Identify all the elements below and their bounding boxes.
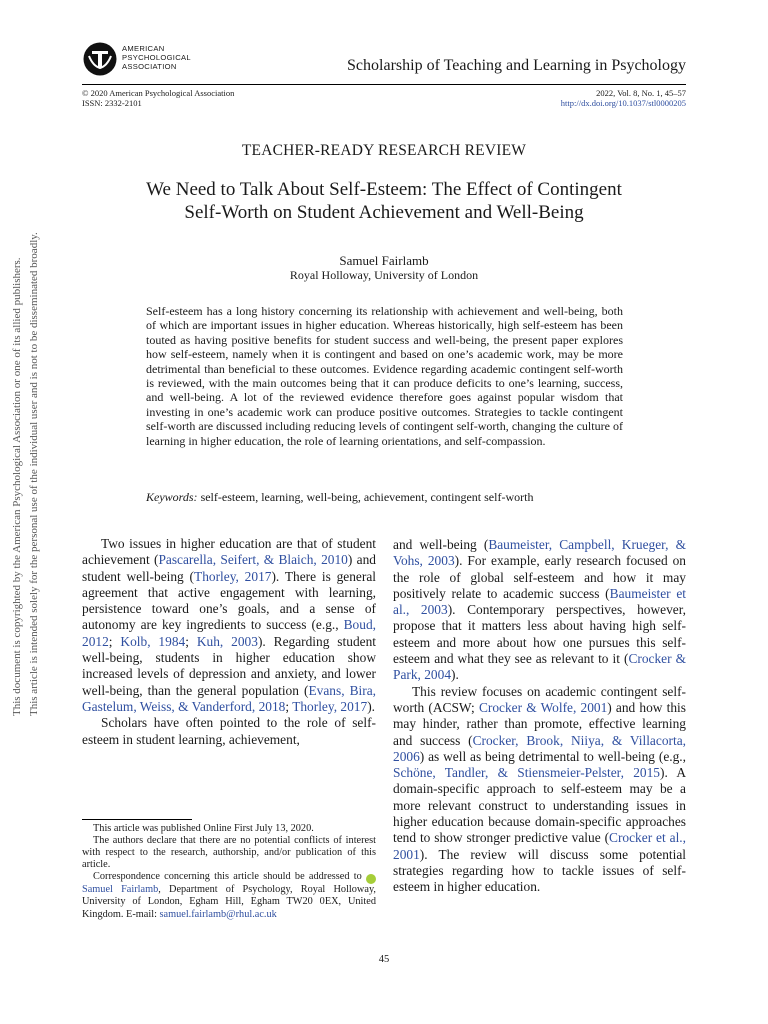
footnote-conflict: The authors declare that there are no potential conflicts of interest with respect to the research, authorship, and/or publication of this article. — [82, 835, 376, 871]
body-text: ). The review will discuss some potential strategies regarding how to tackle issues of self-esteem in higher education. — [393, 846, 686, 895]
body-text: ) and how this may hinder, rather than promote, effective learning and success ( — [393, 699, 686, 748]
body-paragraph — [82, 536, 376, 715]
apa-logo-text — [122, 44, 191, 72]
email-link[interactable]: samuel.fairlamb@rhul.ac.uk — [159, 908, 277, 920]
publication-meta-left — [82, 88, 234, 108]
keywords — [146, 490, 623, 505]
copyright-text: © 2020 American Psychological Association — [82, 88, 235, 98]
correspondence-address: , Department of Psychology, Royal Holloway, University of London, Egham Hill, Egham TW20 0EX, United Kingdom. E-mail: — [82, 884, 376, 920]
copyright-notice-side: This document is copyrighted by the American Psychological Association or one of its allied publishers. — [11, 257, 23, 716]
citation-link[interactable]: Kuh, 2003 — [196, 633, 258, 649]
body-text: ). Regarding student well-being, students in higher education show increased levels of depression and anxiety, and lower well-being, than the general population ( — [82, 633, 376, 698]
author-link[interactable]: Samuel Fairlamb — [82, 884, 159, 896]
title-line: We Need to Talk About Self-Esteem: The Effect of Contingent — [146, 179, 622, 200]
section-label: TEACHER-READY RESEARCH REVIEW — [241, 142, 527, 159]
body-paragraph — [393, 537, 686, 684]
citation-link[interactable]: Thorley, 2017 — [194, 568, 272, 584]
abstract: Self-esteem has a long history concerning its relationship with achievement and well-being, both of which are important issues in higher education. Whereas historically, high self-esteem has been touted as having positive benefits for student success and well-being, the present paper explores how self-esteem, namely when it is contingent and based on one’s academic work, may be more detrimental than beneficial to these outcomes. Evidence regarding academic contingent self-worth is reviewed, with the main outcomes being that it can produce deficits to one’s learning, success, and well-being. A lot of the reviewed evidence therefore goes against popular wisdom that investing in one’s academic work can produce positive outcomes. Strategies to tackle contingent self-worth are discussed including reducing levels of contingent self-worth, changing the culture of learning in higher education, the role of learning orientations, and self-compassion. — [146, 304, 623, 448]
footnotes — [82, 823, 384, 921]
volume-info: 2022, Vol. 8, No. 1, 45–57 — [596, 88, 686, 98]
usage-notice-side: This article is intended solely for the personal use of the individual user and is not to be disseminated broadly. — [28, 232, 40, 716]
body-text: Scholars have often pointed to the role of self-esteem in student learning, achievement, — [82, 715, 376, 747]
publication-meta-right — [561, 88, 686, 108]
logo-line: AMERICAN — [122, 44, 165, 53]
citation-link[interactable]: Baumeister, Campbell, Krueger, & Vohs, 2003 — [393, 537, 686, 569]
citation-link[interactable]: Crocker et al., 2001 — [393, 830, 686, 862]
keywords-label: Keywords: — [146, 490, 198, 504]
doi-link[interactable]: http://dx.doi.org/10.1037/stl0000205 — [560, 98, 686, 108]
body-text: Two issues in higher education are that of student achievement ( — [82, 536, 376, 568]
title-line: Self-Worth on Student Achievement and Well-Being — [184, 202, 584, 223]
journal-title: Scholarship of Teaching and Learning in Psychology — [347, 57, 686, 74]
citation-link[interactable]: Baumeister et al., 2003 — [393, 585, 686, 618]
body-column-right — [393, 537, 686, 896]
citation-link[interactable]: Crocker & Wolfe, 2001 — [478, 699, 608, 715]
body-text: ; — [285, 698, 293, 714]
citation-link[interactable]: Crocker, Brook, Niiya, & Villacorta, 2006 — [393, 732, 686, 764]
body-text: This review focuses on academic contingent self-worth (ACSW; — [393, 683, 686, 715]
body-text: ). There is general agreement that active engagement with learning, persistence toward one’s goals, and a sense of autonomy are key ingredients to success (e.g., — [82, 568, 376, 633]
keywords-text: self-esteem, learning, well-being, achievement, contingent self-worth — [200, 490, 534, 504]
citation-link[interactable]: Kolb, 1984 — [120, 633, 186, 649]
issn-text: ISSN: 2332-2101 — [82, 98, 142, 108]
citation-link[interactable]: Thorley, 2017 — [292, 698, 368, 714]
citation-link[interactable]: Schöne, Tandler, & Stiensmeier-Pelster, 2015 — [393, 765, 660, 781]
header-divider — [82, 84, 686, 85]
citation-link[interactable]: Crocker & Park, 2004 — [393, 651, 686, 683]
logo-line: ASSOCIATION — [122, 62, 177, 72]
page-number: 45 — [378, 954, 390, 965]
citation-link[interactable]: Pascarella, Seifert, & Blaich, 2010 — [158, 552, 348, 568]
body-text: ; — [185, 633, 197, 649]
body-text: ). — [367, 698, 375, 714]
orcid-icon[interactable]: iD — [366, 874, 376, 884]
article-title — [90, 178, 678, 224]
body-text: and well-being ( — [393, 537, 489, 552]
citation-link[interactable]: Boud, 2012 — [82, 617, 376, 649]
body-paragraph — [82, 715, 376, 748]
citation-link[interactable]: Evans, Bira, Gastelum, Weiss, & Vanderford, 2018 — [82, 682, 377, 714]
footnote-published: This article was published Online First July 13, 2020. — [93, 823, 314, 834]
footnote-correspondence — [82, 871, 384, 920]
correspondence-text: Correspondence concerning this article should be addressed to — [93, 871, 366, 883]
body-text: ). A domain-specific approach to self-esteem may be a more relevant construct to understanding issues in higher education because domain-specific approaches tend to show stronger predictive value ( — [393, 765, 686, 846]
author-affiliation: Royal Holloway, University of London — [289, 268, 479, 282]
body-paragraph — [393, 684, 686, 896]
body-text: ) and student well-being ( — [82, 552, 376, 584]
author-name: Samuel Fairlamb — [339, 253, 429, 268]
logo-line: PSYCHOLOGICAL — [122, 53, 191, 63]
apa-logo-icon — [83, 42, 117, 76]
body-text: ). — [451, 667, 459, 683]
body-text: ). Contemporary perspectives, however, propose that it matters less about having high self-esteem and more about how one pursues this self-esteem and what they see as relevant to it ( — [393, 602, 686, 667]
body-text: ). For example, early research focused on the role of global self-esteem and how it may positively relate to academic success ( — [393, 553, 686, 601]
body-text: ) as well as being detrimental to well-being (e.g., — [419, 748, 686, 764]
footnote-divider — [82, 819, 192, 820]
body-text: ; — [108, 633, 121, 649]
body-column-left — [82, 536, 376, 748]
